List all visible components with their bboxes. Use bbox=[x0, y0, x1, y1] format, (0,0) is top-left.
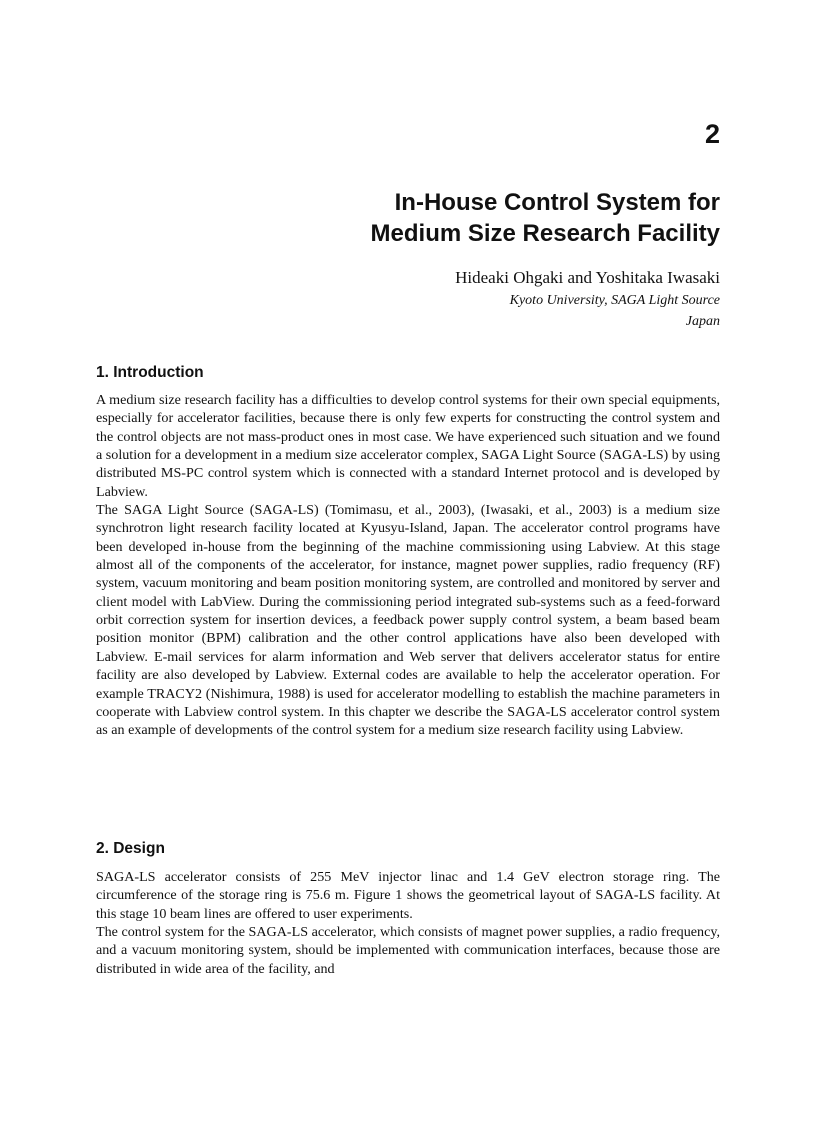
paragraph: A medium size research facility has a difficulties to develop control systems for their own special equipments, especially for accelerator facilities, because there is only few experts for constructing the control system and the control objects are not mass-product ones in most case. We have experienced such situation and we found a solution for a development in a medium size accelerator complex, SAGA Light Source (SAGA-LS) by using distributed MS-PC control system which is connected with a standard Internet protocol and is developed by Labview. bbox=[96, 392, 720, 500]
chapter-title-line-1: In-House Control System for bbox=[394, 189, 720, 216]
author-names: Hideaki Ohgaki and Yoshitaka Iwasaki bbox=[455, 268, 720, 287]
section-heading-design: 2. Design bbox=[96, 840, 165, 857]
paragraph: SAGA-LS accelerator consists of 255 MeV injector linac and 1.4 GeV electron storage ring. The circumference of the storage ring is 75.6 m. Figure 1 shows the geometrical layout of SAGA-LS facility. At this stage 10 beam lines are offered to user experiments. bbox=[96, 869, 720, 922]
paragraph: The control system for the SAGA-LS accelerator, which consists of magnet power supplies, a radio frequency, and a vacuum monitoring system, should be implemented with communication interfaces, because those are distributed in wide area of the facility, and bbox=[96, 924, 720, 977]
section-body-design bbox=[96, 868, 720, 978]
section-heading-introduction: 1. Introduction bbox=[96, 364, 204, 381]
author-country: Japan bbox=[685, 314, 720, 329]
author-block bbox=[120, 266, 720, 332]
paragraph: The SAGA Light Source (SAGA-LS) (Tomimasu, et al., 2003), (Iwasaki, et al., 2003) is a medium size synchrotron light research facility located at Kyusyu-Island, Japan. The accelerator control programs have been developed in-house from the beginning of the machine commissioning using Labview. At this stage almost all of the components of the accelerator, for instance, magnet power supplies, radio frequency (RF) system, vacuum monitoring and beam position monitoring system, are controlled and monitored by server and client model with LabView. During the commissioning period integrated sub-systems such as a feed-forward orbit correction system for insertion devices, a feedback power supply control system, a beam based beam position monitor (BPM) calibration and the other control applications have also been developed with Labview. E-mail services for alarm information and Web server that delivers accelerator status for entire facility are also developed by Labview. External codes are available to help the accelerator operation. For example TRACY2 (Nishimura, 1988) is used for accelerator modelling to establish the machine parameters in cooperate with Labview control system. In this chapter we describe the SAGA-LS accelerator control system as an example of developments of the control system for a medium size research facility using Labview. bbox=[96, 502, 720, 739]
section-body-introduction bbox=[96, 391, 720, 740]
chapter-title-line-2: Medium Size Research Facility bbox=[370, 220, 720, 247]
chapter-title bbox=[160, 187, 720, 249]
author-affiliation: Kyoto University, SAGA Light Source bbox=[509, 293, 720, 308]
chapter-number: 2 bbox=[704, 119, 720, 149]
